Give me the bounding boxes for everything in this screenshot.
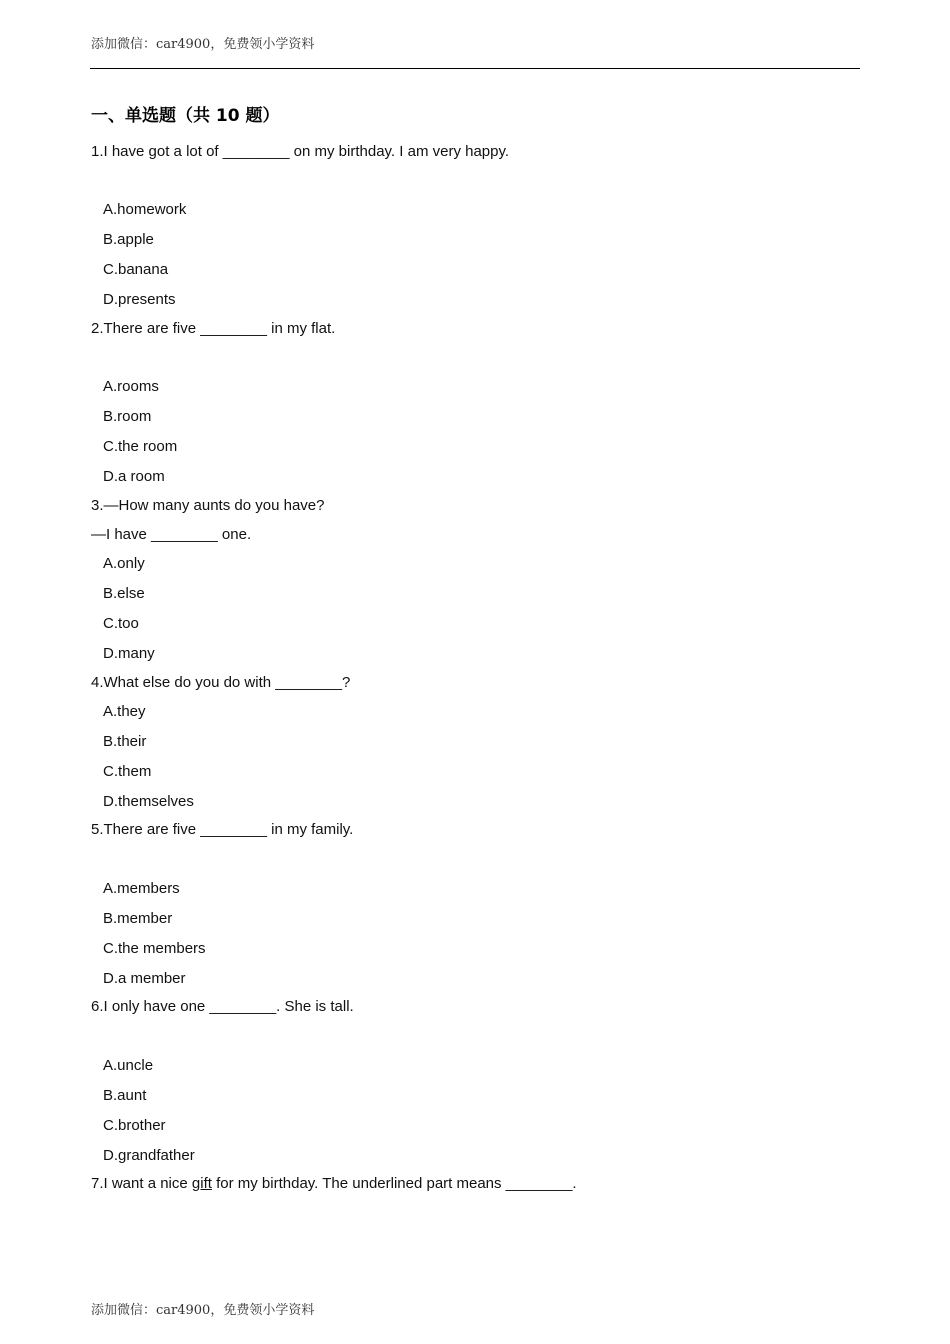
question-1-option-c: C.banana	[103, 261, 169, 278]
question-7-stem-before: 7.I want a nice	[91, 1175, 192, 1192]
question-2-stem: 2.There are five ________ in my flat.	[91, 320, 336, 337]
question-2-option-a: A.rooms	[103, 378, 159, 395]
question-6-stem: 6.I only have one ________. She is tall.	[91, 998, 354, 1015]
question-5-option-b: B.member	[103, 910, 173, 927]
question-1-option-d: D.presents	[103, 291, 176, 308]
question-4-option-a: A.they	[103, 703, 146, 720]
question-7-stem	[91, 1174, 577, 1194]
question-1-option-a: A.homework	[103, 201, 187, 218]
question-3-option-b: B.else	[103, 585, 145, 602]
question-6-option-d: D.grandfather	[103, 1147, 195, 1164]
page-header: 添加微信：car4900，免费领小学资料	[91, 37, 315, 52]
question-4-option-d: D.themselves	[103, 793, 194, 810]
question-2-option-b: B.room	[103, 408, 152, 425]
question-2-option-d: D.a room	[103, 468, 165, 485]
question-1-stem: 1.I have got a lot of ________ on my birthday. I am very happy.	[91, 143, 510, 160]
question-4-option-b: B.their	[103, 733, 147, 750]
question-3-option-c: C.too	[103, 615, 139, 632]
question-5-option-c: C.the members	[103, 940, 206, 957]
question-3-stem: 3.—How many aunts do you have?	[91, 497, 325, 514]
question-6-option-b: B.aunt	[103, 1087, 147, 1104]
question-7-underlined-word: gift	[191, 1175, 212, 1192]
question-6-option-c: C.brother	[103, 1117, 166, 1134]
question-5-option-a: A.members	[103, 880, 180, 897]
question-2-option-c: C.the room	[103, 438, 178, 455]
question-4-stem: 4.What else do you do with ________?	[91, 674, 351, 691]
question-3-option-a: A.only	[103, 555, 145, 572]
section-title: 一、单选题（共 10 题）	[91, 106, 280, 126]
question-4-option-c: C.them	[103, 763, 152, 780]
question-3-option-d: D.many	[103, 645, 155, 662]
question-6-option-a: A.uncle	[103, 1057, 154, 1074]
question-5-stem: 5.There are five ________ in my family.	[91, 821, 354, 838]
question-1-option-b: B.apple	[103, 231, 154, 248]
question-7-stem-after: for my birthday. The underlined part means ________.	[211, 1175, 577, 1192]
header-rule	[90, 68, 860, 69]
question-3-stem-line-2: —I have ________ one.	[91, 526, 252, 543]
page-footer: 添加微信：car4900，免费领小学资料	[91, 1303, 315, 1318]
question-5-option-d: D.a member	[103, 970, 186, 987]
